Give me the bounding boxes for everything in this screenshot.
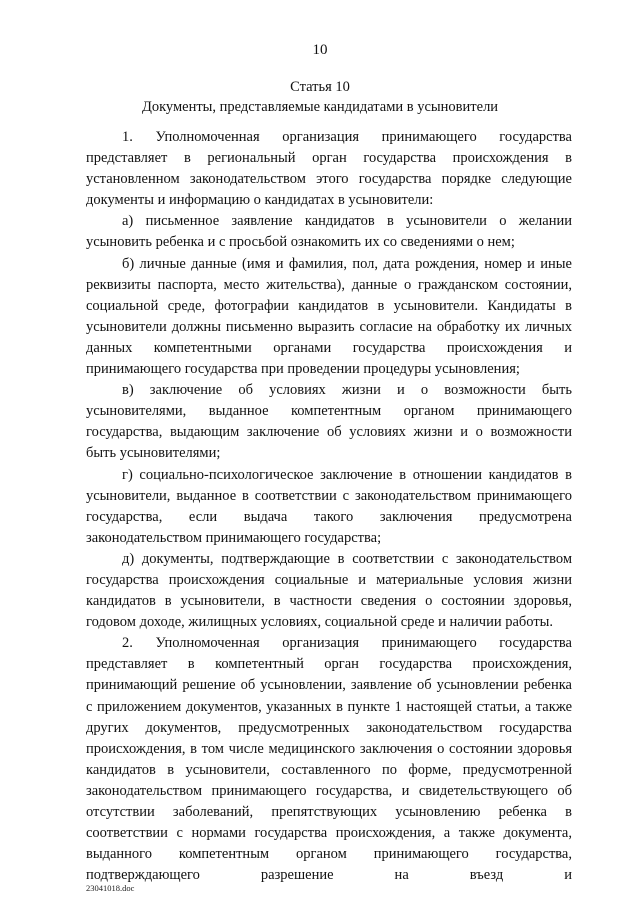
article-body <box>86 127 572 886</box>
paragraph-1d: д) документы, подтверждающие в соответствии с законодательством государства происхождения социальные и материальные условия жизни кандидатов в усыновители, в частности сведения о состоянии здоровья, годовом доходе, жилищных условиях, социальной среде и наличии работы. <box>86 550 572 631</box>
footer-filename: 23041018.doc <box>86 883 135 893</box>
paragraph-1a: а) письменное заявление кандидатов в усыновители о желании усыновить ребенка и с просьбой ознакомить их со сведениями о нем; <box>86 213 572 251</box>
paragraph-1: 1. Уполномоченная организация принимающего государства представляет в региональный орган государства происхождения в установленном законодательством этого государства порядке следующие документы и информацию о кандидатах в усыновители: <box>86 129 572 209</box>
paragraph-1v: в) заключение об условиях жизни и о возможности быть усыновителями, выданное компетентным органом принимающего государства, выдающим заключение об условиях жизни и о возможности быть усыновителями; <box>86 382 572 462</box>
paragraph-2: 2. Уполномоченная организация принимающего государства представляет в компетентный орган государства происхождения, принимающий решение об усыновлении, заявление об усыновлении ребенка с приложением документов, указанных в пункте 1 настоящей статьи, а также других документов, предусмотренных законодательством государства происхождения, в том числе медицинского заключения о состоянии здоровья кандидатов в усыновители, составленного по форме, предусмотренной законодательством принимающего государства, и свидетельствующего об отсутствии заболеваний, препятствующих усыновлению ребенка в соответствии с нормами государства происхождения, а также документа, выданного компетентным органом принимающего государства, подтверждающего разрешение на въезд и <box>86 635 572 884</box>
paragraph-1b: б) личные данные (имя и фамилия, пол, дата рождения, номер и иные реквизиты паспорта, место жительства), данные о гражданском состоянии, социальной среде, фотографии кандидатов в усыновители. Кандидаты в усыновители должны письменно выразить согласие на обработку их личных данных компетентными органами государства происхождения и принимающего государства при проведении процедуры усыновления; <box>86 255 572 378</box>
paragraph-1g: г) социально-психологическое заключение в отношении кандидатов в усыновители, выданное в соответствии с законодательством принимающего государства, если выдача такого заключения предусмотрена законодательством принимающего государства; <box>86 466 572 546</box>
article-title: Документы, представляемые кандидатами в усыновители <box>141 99 499 115</box>
page-number: 10 <box>312 42 328 58</box>
article-number: Статья 10 <box>290 79 350 95</box>
